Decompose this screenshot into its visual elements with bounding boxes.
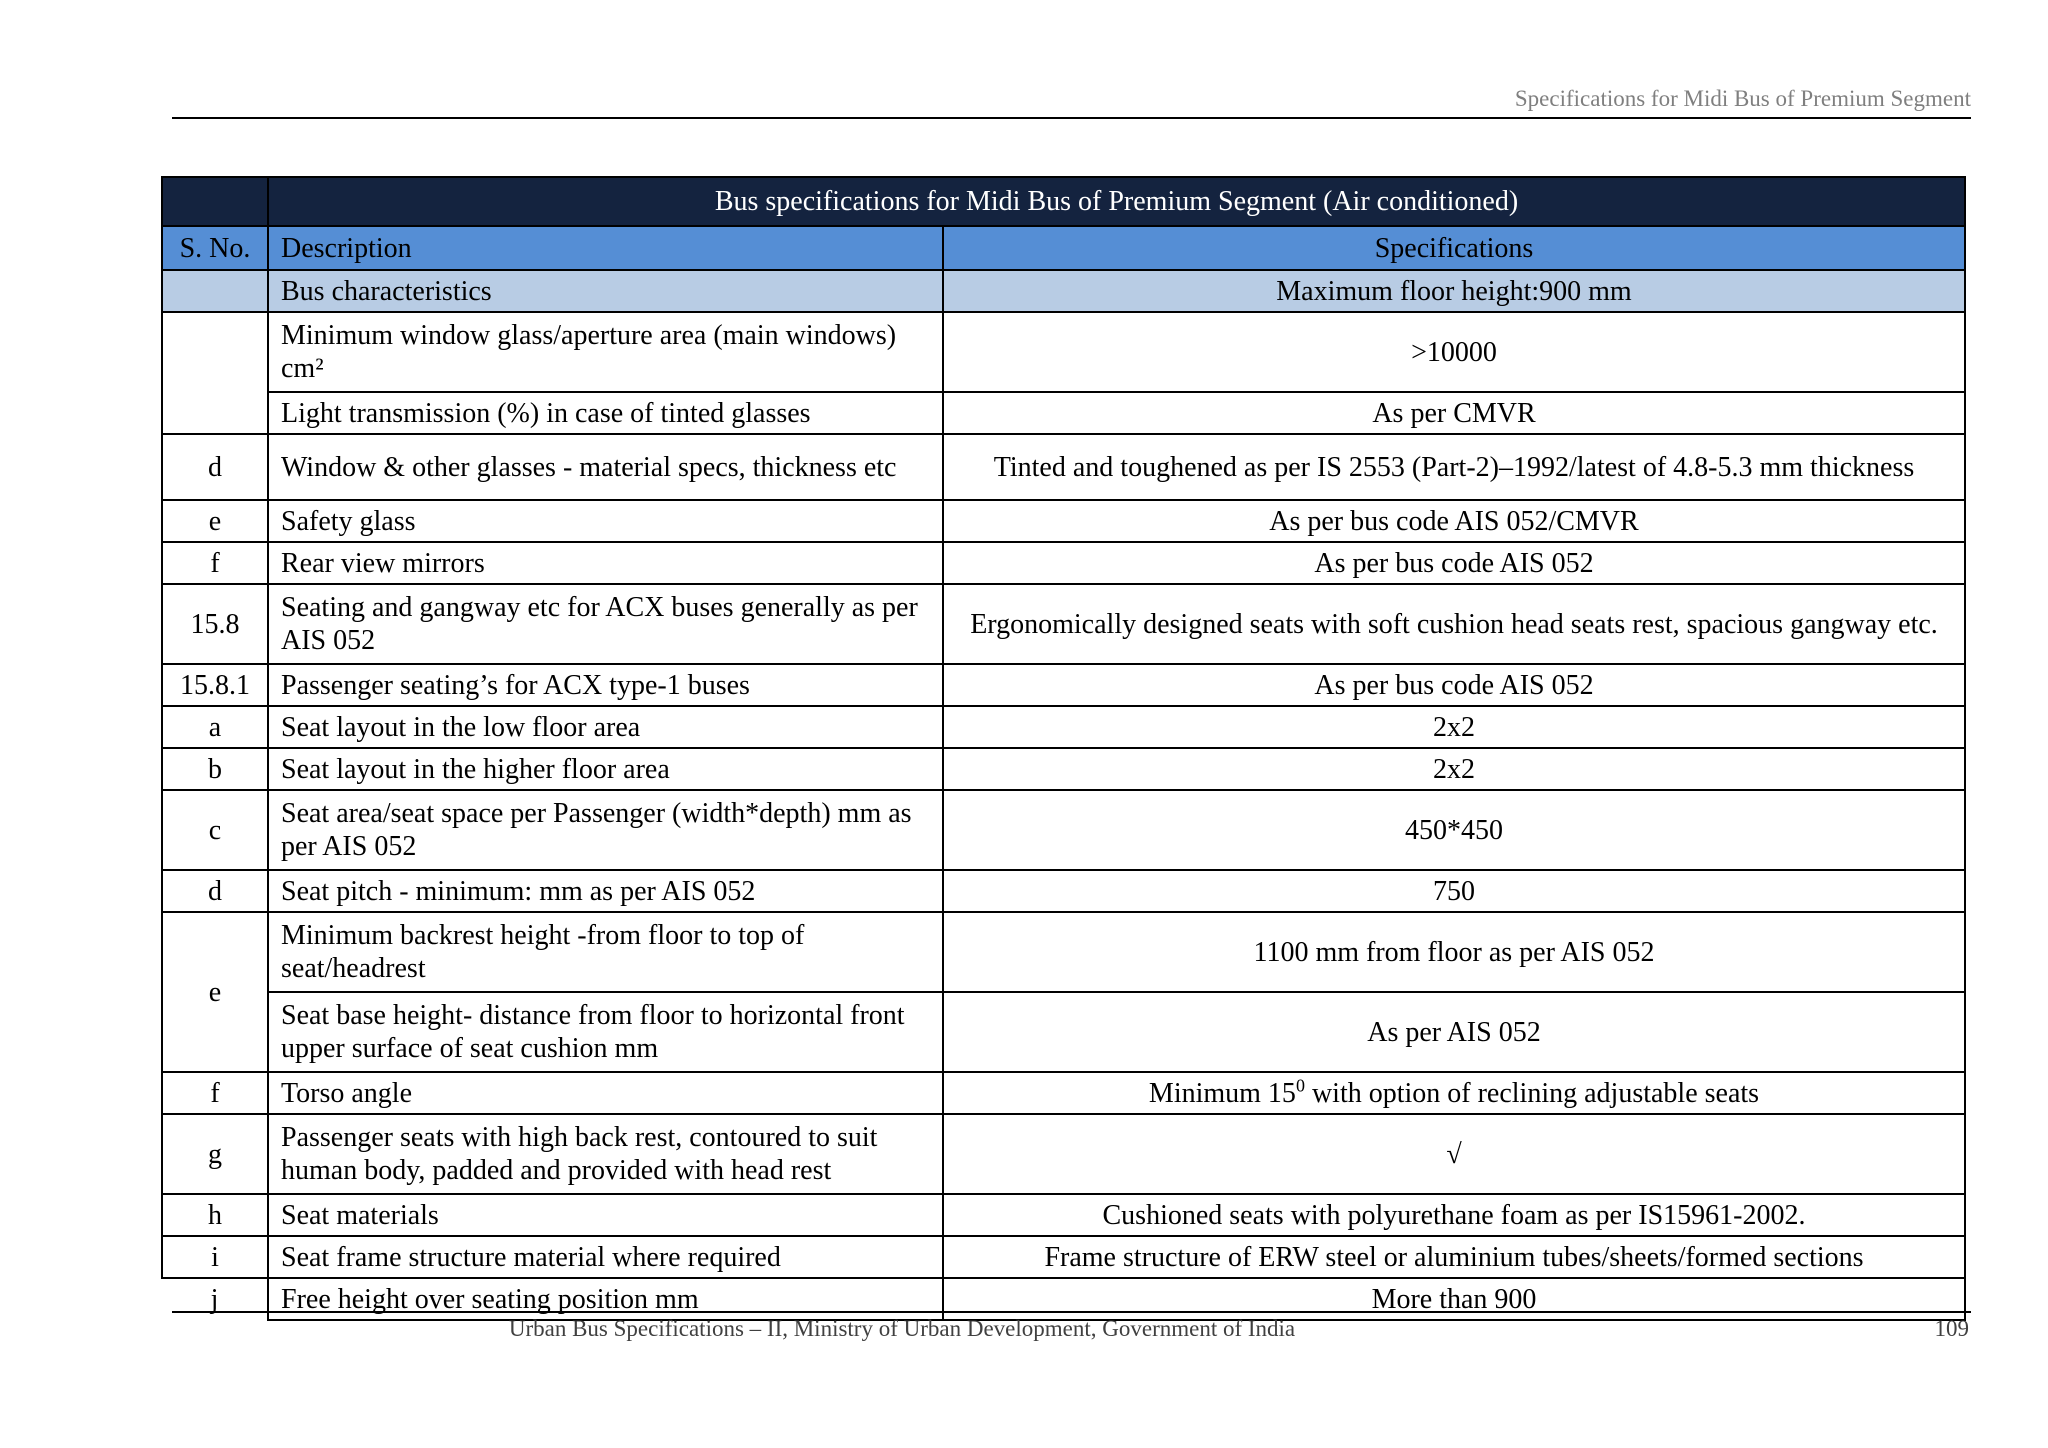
row-sno (162, 312, 268, 434)
running-header: Specifications for Midi Bus of Premium Segment (1514, 86, 1971, 111)
col-header-specifications: Specifications (943, 226, 1965, 270)
table-row (162, 1278, 1965, 1320)
check-mark: √ (943, 1114, 1965, 1194)
row-sno: 15.8.1 (162, 664, 268, 706)
col-header-description: Description (268, 226, 943, 270)
title-blank-cell (162, 177, 268, 226)
table-row (162, 500, 1965, 542)
section-specification: Maximum floor height:900 mm (943, 270, 1965, 312)
row-specification: More than 900 (943, 1278, 1965, 1320)
row-description: Free height over seating position mm (268, 1278, 943, 1320)
col-header-sno: S. No. (162, 226, 268, 270)
row-description: Torso angle (268, 1072, 943, 1114)
row-sno: a (162, 706, 268, 748)
row-description: Window & other glasses - material specs, thickness etc (268, 434, 943, 500)
row-specification: 450*450 (943, 790, 1965, 870)
row-sno: i (162, 1236, 268, 1278)
row-description: Light transmission (%) in case of tinted glasses (268, 392, 943, 434)
row-sno: 15.8 (162, 584, 268, 664)
row-specification: As per AIS 052 (943, 992, 1965, 1072)
row-specification: 2x2 (943, 748, 1965, 790)
header-rule (172, 117, 1971, 119)
row-sno: c (162, 790, 268, 870)
row-specification (943, 1072, 1965, 1114)
table-row (162, 706, 1965, 748)
table-title: Bus specifications for Midi Bus of Premium Segment (Air conditioned) (268, 177, 1965, 226)
row-description: Passenger seats with high back rest, contoured to suit human body, padded and provided with head rest (268, 1114, 943, 1194)
row-sno: f (162, 542, 268, 584)
table-row (162, 870, 1965, 912)
row-description: Seat layout in the higher floor area (268, 748, 943, 790)
page-number: 109 (1934, 1316, 1969, 1341)
row-sno: e (162, 912, 268, 1072)
row-specification: As per bus code AIS 052 (943, 664, 1965, 706)
section-sno-cell (162, 270, 268, 312)
row-description: Seat base height- distance from floor to horizontal front upper surface of seat cushion mm (268, 992, 943, 1072)
table-row (162, 1236, 1965, 1278)
torso-suffix: with option of reclining adjustable seats (1304, 1077, 1760, 1109)
row-sno: h (162, 1194, 268, 1236)
row-specification: Ergonomically designed seats with soft cushion head seats rest, spacious gangway etc. (943, 584, 1965, 664)
table-row (162, 434, 1965, 500)
table-title-row (162, 177, 1965, 226)
table-row (162, 790, 1965, 870)
row-sno: d (162, 434, 268, 500)
footer-rule (172, 1311, 1971, 1313)
row-sno: d (162, 870, 268, 912)
row-sno: g (162, 1114, 268, 1194)
spec-table (161, 176, 1966, 1321)
row-description: Seat frame structure material where required (268, 1236, 943, 1278)
table-row (162, 664, 1965, 706)
row-description: Seat layout in the low floor area (268, 706, 943, 748)
row-description: Passenger seating’s for ACX type-1 buses (268, 664, 943, 706)
row-description: Seat materials (268, 1194, 943, 1236)
footer-text: Urban Bus Specifications – II, Ministry of Urban Development, Government of India (508, 1316, 1296, 1341)
table-row (162, 1194, 1965, 1236)
row-description: Seat pitch - minimum: mm as per AIS 052 (268, 870, 943, 912)
torso-prefix: Minimum 15 (1148, 1077, 1296, 1109)
row-description: Seating and gangway etc for ACX buses generally as per AIS 052 (268, 584, 943, 664)
row-sno: j (162, 1278, 268, 1320)
row-specification: >10000 (943, 312, 1965, 392)
row-sno: f (162, 1072, 268, 1114)
row-specification: As per bus code AIS 052/CMVR (943, 500, 1965, 542)
table-row (162, 912, 1965, 992)
row-specification: 750 (943, 870, 1965, 912)
table-row (162, 992, 1965, 1072)
column-header-row (162, 226, 1965, 270)
row-sno: e (162, 500, 268, 542)
row-description: Minimum window glass/aperture area (main windows) cm² (268, 312, 943, 392)
table-row (162, 584, 1965, 664)
row-description: Rear view mirrors (268, 542, 943, 584)
table-row (162, 542, 1965, 584)
table-row (162, 748, 1965, 790)
row-sno: b (162, 748, 268, 790)
row-description: Safety glass (268, 500, 943, 542)
table-row (162, 1072, 1965, 1114)
degree-superscript: 0 (1295, 1075, 1305, 1096)
table-row (162, 1114, 1965, 1194)
table-row (162, 392, 1965, 434)
row-specification: 2x2 (943, 706, 1965, 748)
row-specification: Cushioned seats with polyurethane foam as per IS15961-2002. (943, 1194, 1965, 1236)
row-specification: Tinted and toughened as per IS 2553 (Part-2)–1992/latest of 4.8-5.3 mm thickness (943, 434, 1965, 500)
row-description: Seat area/seat space per Passenger (width*depth) mm as per AIS 052 (268, 790, 943, 870)
section-row (162, 270, 1965, 312)
row-specification: As per bus code AIS 052 (943, 542, 1965, 584)
row-specification: As per CMVR (943, 392, 1965, 434)
row-specification: Frame structure of ERW steel or aluminium tubes/sheets/formed sections (943, 1236, 1965, 1278)
row-description: Minimum backrest height -from floor to top of seat/headrest (268, 912, 943, 992)
row-specification: 1100 mm from floor as per AIS 052 (943, 912, 1965, 992)
table-row (162, 312, 1965, 392)
section-description: Bus characteristics (268, 270, 943, 312)
